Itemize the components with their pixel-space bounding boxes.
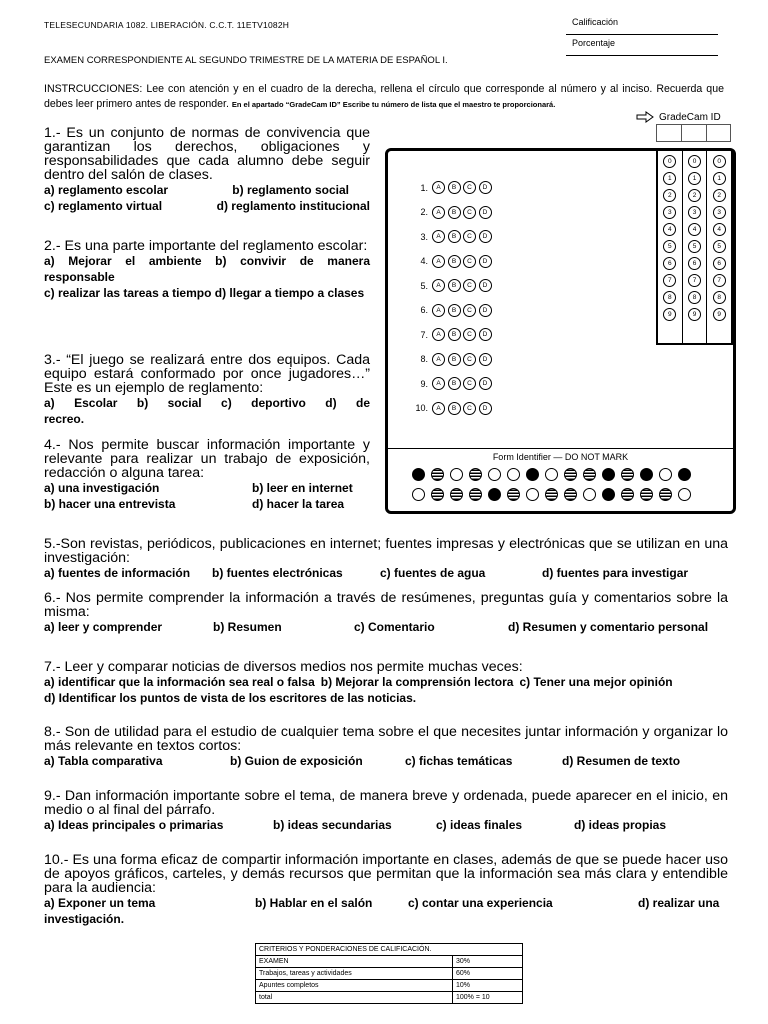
option: c) contar una experiencia xyxy=(408,896,553,910)
option: b) Mejorar la comprensión lectora xyxy=(320,675,514,689)
criteria-value: 30% xyxy=(453,956,523,968)
answer-number: 1. xyxy=(420,182,428,193)
question-stem: 7.- Leer y comparar noticias de diversos medios nos permite muchas veces: xyxy=(44,659,523,675)
form-id-bubble xyxy=(412,468,425,481)
id-digit-grid xyxy=(656,151,733,345)
answer-bubble[interactable]: D xyxy=(479,206,492,219)
option-row xyxy=(44,565,728,581)
digit-bubble[interactable]: 8 xyxy=(663,291,676,304)
grade-field[interactable]: Calificación xyxy=(566,14,718,35)
answer-bubble[interactable]: D xyxy=(479,230,492,243)
answer-row xyxy=(410,353,494,366)
question-stem: 3.- “El juego se realizará entre dos equipos. Cada equipo estará conformado por once jugadores…” Este es un ejemplo de reglamento: xyxy=(44,352,370,396)
form-identifier: Form Identifier — DO NOT MARK xyxy=(492,452,629,462)
form-id-bubble xyxy=(678,468,691,481)
option: b) reglamento social xyxy=(232,183,349,197)
option: d) reglamento institucional xyxy=(216,199,370,213)
option: a) una investigación xyxy=(44,481,160,495)
option: b) Hablar en el salón xyxy=(255,896,373,910)
exam-title: EXAMEN CORRESPONDIENTE AL SEGUNDO TRIMESTRE DE LA MATERIA DE ESPAÑOL I. xyxy=(44,55,448,66)
question-stem: 6.- Nos permite comprender la información a través de resúmenes, preguntas guía y comentarios sobre la misma: xyxy=(44,590,728,620)
question-5 xyxy=(44,537,728,581)
answer-row xyxy=(410,230,494,243)
form-id-row xyxy=(412,488,697,501)
option: b) hacer una entrevista xyxy=(44,497,176,511)
option-row xyxy=(44,198,370,214)
id-digit-column xyxy=(683,151,708,343)
option-tail: investigación. xyxy=(44,912,125,926)
answer-row xyxy=(410,402,494,415)
answer-bubble[interactable]: D xyxy=(479,328,492,341)
digit-bubble[interactable]: 5 xyxy=(713,240,726,253)
option: d) fuentes para investigar xyxy=(542,566,689,580)
digit-bubble[interactable]: 0 xyxy=(713,155,726,168)
answer-bubble[interactable]: A xyxy=(432,328,445,341)
options-text: a) Escolar b) social c) deportivo d) de recreo. xyxy=(44,396,370,426)
answer-number: 3. xyxy=(420,231,428,242)
answer-row xyxy=(410,206,494,219)
option: b) fuentes electrónicas xyxy=(212,566,343,580)
digit-bubble[interactable]: 1 xyxy=(688,172,701,185)
question-2 xyxy=(44,239,370,301)
form-id-bubble xyxy=(621,488,634,501)
answer-bubble[interactable]: B xyxy=(448,377,461,390)
table-row xyxy=(256,968,523,980)
digit-bubble[interactable]: 8 xyxy=(713,291,726,304)
digit-bubble[interactable]: 4 xyxy=(663,223,676,236)
form-divider xyxy=(388,448,733,449)
id-digit-column xyxy=(707,151,731,343)
form-id-bubble xyxy=(545,488,558,501)
option: a) Tabla comparativa xyxy=(44,754,163,768)
option-row xyxy=(44,895,728,911)
answer-bubble[interactable]: B xyxy=(448,181,461,194)
form-id-bubble xyxy=(659,468,672,481)
question-stem: 10.- Es una forma eficaz de compartir información importante en clases, además de que se puede hacer uso de apoyos gráficos, carteles, y demás recursos que permitan que la información sea más clara y entendible para la audiencia: xyxy=(44,852,728,896)
answer-bubble[interactable]: A xyxy=(432,255,445,268)
answer-row xyxy=(410,304,494,317)
instructions xyxy=(44,82,724,112)
digit-bubble[interactable]: 7 xyxy=(688,274,701,287)
answer-number: 8. xyxy=(420,354,428,364)
digit-bubble[interactable]: 3 xyxy=(713,206,726,219)
form-id-bubble xyxy=(469,488,482,501)
answer-bubble[interactable]: B xyxy=(448,279,461,292)
form-id-bubble xyxy=(526,488,539,501)
question-8 xyxy=(44,725,728,769)
options-text: a) Mejorar el ambiente b) convivir de manera responsable xyxy=(44,254,370,284)
digit-bubble[interactable]: 6 xyxy=(663,257,676,270)
answer-bubble[interactable]: B xyxy=(448,206,461,219)
answer-bubble[interactable]: D xyxy=(479,402,492,415)
answer-number: 7. xyxy=(420,329,428,340)
form-id-bubble xyxy=(488,488,501,501)
option-row xyxy=(44,496,370,512)
option-row xyxy=(44,753,728,769)
option: d) Identificar los puntos de vista de los escritores de las noticias. xyxy=(44,691,417,705)
answer-number: 4. xyxy=(420,256,428,266)
option-row xyxy=(44,182,370,198)
option-row xyxy=(44,674,728,690)
form-id-bubble xyxy=(640,468,653,481)
answer-bubble[interactable]: C xyxy=(463,353,476,366)
answer-bubble[interactable]: B xyxy=(448,255,461,268)
criteria-label: EXAMEN xyxy=(256,956,453,968)
form-id-bubble xyxy=(659,488,672,501)
table-row xyxy=(256,956,523,968)
option-row xyxy=(44,480,370,496)
form-id-bubble xyxy=(564,468,577,481)
question-10 xyxy=(44,853,728,927)
digit-bubble[interactable]: 5 xyxy=(663,240,676,253)
digit-bubble[interactable]: 4 xyxy=(713,223,726,236)
answer-number: 6. xyxy=(420,305,428,315)
option: c) fuentes de agua xyxy=(380,566,486,580)
option-row xyxy=(44,619,728,635)
question-1 xyxy=(44,126,370,214)
digit-bubble[interactable]: 7 xyxy=(713,274,726,287)
option: b) ideas secundarias xyxy=(273,818,392,832)
answer-bubble[interactable]: A xyxy=(432,206,445,219)
answer-row xyxy=(410,181,494,194)
criteria-title: CRITERIOS Y PONDERACIONES DE CALIFICACIÓN. xyxy=(256,944,523,956)
digit-bubble[interactable]: 0 xyxy=(688,155,701,168)
instructions-text: INSTRCUCCIONES: Lee con atención y en el cuadro de la derecha, rellena el círculo que corresponde al número y al inciso. Recuerda que debes leer primero antes de responder. xyxy=(44,83,724,110)
option: c) ideas finales xyxy=(436,818,523,832)
option: a) leer y comprender xyxy=(44,620,163,634)
answer-row xyxy=(410,328,494,341)
answer-number: 9. xyxy=(420,378,428,389)
answer-bubble[interactable]: A xyxy=(432,230,445,243)
question-9 xyxy=(44,789,728,833)
digit-bubble[interactable]: 7 xyxy=(663,274,676,287)
answer-bubble[interactable]: B xyxy=(448,304,461,317)
form-id-bubble xyxy=(526,468,539,481)
answer-row xyxy=(410,255,494,268)
table-row xyxy=(256,980,523,992)
question-stem: 5.-Son revistas, periódicos, publicaciones en internet; fuentes impresas y electrónicas que se utilizan en una investigación: xyxy=(44,536,728,566)
answer-bubble[interactable]: D xyxy=(479,304,492,317)
criteria-label: Trabajos, tareas y actividades xyxy=(256,968,453,980)
option: d) Resumen y comentario personal xyxy=(508,620,709,634)
gradecam-id-boxes[interactable] xyxy=(656,124,731,142)
criteria-label: total xyxy=(256,992,453,1004)
option: a) identificar que la información sea real o falsa xyxy=(44,675,315,689)
gradecam-id-text: GradeCam ID xyxy=(659,111,721,123)
digit-bubble[interactable]: 9 xyxy=(688,308,701,321)
option: d) ideas propias xyxy=(574,818,667,832)
answer-bubble[interactable]: A xyxy=(432,377,445,390)
option-row xyxy=(44,817,728,833)
form-id-bubble xyxy=(507,468,520,481)
form-id-bubble xyxy=(621,468,634,481)
criteria-value: 10% xyxy=(453,980,523,992)
option: c) reglamento virtual xyxy=(44,199,163,213)
percent-field[interactable]: Porcentaje xyxy=(566,35,718,56)
option: a) reglamento escolar xyxy=(44,183,169,197)
option: c) fichas temáticas xyxy=(405,754,513,768)
question-7 xyxy=(44,660,728,706)
option: b) Resumen xyxy=(213,620,282,634)
criteria-value: 60% xyxy=(453,968,523,980)
question-stem: 8.- Son de utilidad para el estudio de cualquier tema sobre el que necesites juntar información y organizar lo más relevante en textos cortos: xyxy=(44,724,728,754)
form-id-bubble xyxy=(507,488,520,501)
criteria-value: 100% = 10 xyxy=(453,992,523,1004)
table-row xyxy=(256,992,523,1004)
instructions-note: En el apartado “GradeCam ID” Escribe tu número de lista que el maestro te proporcionará. xyxy=(231,100,556,109)
school-header: TELESECUNDARIA 1082. LIBERACIÓN. C.C.T. 11ETV1082H xyxy=(44,20,290,30)
criteria-table xyxy=(255,943,523,1004)
answer-bubble[interactable]: A xyxy=(432,304,445,317)
form-id-bubble xyxy=(431,488,444,501)
digit-bubble[interactable]: 1 xyxy=(663,172,676,185)
digit-bubble[interactable]: 3 xyxy=(663,206,676,219)
question-stem: 4.- Nos permite buscar información importante y relevante para realizar un trabajo de exposición, redacción o alguna tarea: xyxy=(44,437,370,481)
options-text: c) realizar las tareas a tiempo d) llegar a tiempo a clases xyxy=(44,286,365,300)
answer-bubble[interactable]: A xyxy=(432,181,445,194)
option: c) Tener una mejor opinión xyxy=(519,675,673,689)
question-3 xyxy=(44,353,370,427)
answer-bubble[interactable]: B xyxy=(448,353,461,366)
form-id-bubble xyxy=(488,468,501,481)
answer-number: 10. xyxy=(415,403,428,413)
digit-bubble[interactable]: 2 xyxy=(713,189,726,202)
id-digit-column xyxy=(658,151,683,343)
form-id-bubble xyxy=(602,488,615,501)
gradecam-id-label xyxy=(636,111,721,123)
grade-box xyxy=(566,14,718,56)
answer-bubble[interactable]: B xyxy=(448,230,461,243)
answer-bubble[interactable]: A xyxy=(432,279,445,292)
option: d) Resumen de texto xyxy=(562,754,681,768)
digit-bubble[interactable]: 9 xyxy=(663,308,676,321)
option: c) Comentario xyxy=(354,620,435,634)
question-stem: 1.- Es un conjunto de normas de convivencia que garantizan los derechos, obligaciones y responsabilidades que cada alumno debe seguir dentro del salón de clases. xyxy=(44,125,370,183)
form-id-bubble xyxy=(583,488,596,501)
question-6 xyxy=(44,591,728,635)
answer-row xyxy=(410,377,494,390)
form-id-bubble xyxy=(545,468,558,481)
digit-bubble[interactable]: 8 xyxy=(688,291,701,304)
answer-number: 5. xyxy=(420,280,428,291)
answer-bubble[interactable]: A xyxy=(432,402,445,415)
answer-bubble[interactable]: B xyxy=(448,328,461,341)
digit-bubble[interactable]: 3 xyxy=(688,206,701,219)
digit-bubble[interactable]: 1 xyxy=(713,172,726,185)
option: b) leer en internet xyxy=(252,481,353,495)
option: a) Ideas principales o primarias xyxy=(44,818,224,832)
question-stem: 9.- Dan información importante sobre el tema, de manera breve y ordenada, puede aparecer en el inicio, en medio o al final del párrafo. xyxy=(44,788,728,818)
form-id-bubble xyxy=(678,488,691,501)
option: a) fuentes de información xyxy=(44,566,191,580)
option: a) Exponer un tema xyxy=(44,896,156,910)
digit-bubble[interactable]: 4 xyxy=(688,223,701,236)
option: d) hacer la tarea xyxy=(252,497,345,511)
answer-bubble[interactable]: C xyxy=(463,230,476,243)
answer-bubble[interactable]: A xyxy=(432,353,445,366)
arrow-right-icon xyxy=(636,111,654,123)
form-id-bubble xyxy=(469,468,482,481)
form-id-bubble xyxy=(583,468,596,481)
form-id-row xyxy=(412,468,697,481)
option: d) realizar una xyxy=(638,896,720,910)
answer-bubble[interactable]: D xyxy=(479,255,492,268)
answer-bubble[interactable]: D xyxy=(479,353,492,366)
criteria-label: Apuntes completos xyxy=(256,980,453,992)
question-stem: 2.- Es una parte importante del reglamento escolar: xyxy=(44,238,368,254)
answer-bubble[interactable]: C xyxy=(463,206,476,219)
form-id-bubble xyxy=(640,488,653,501)
answer-bubble[interactable]: B xyxy=(448,402,461,415)
question-4 xyxy=(44,438,370,512)
option-row xyxy=(44,690,728,706)
form-id-bubble xyxy=(564,488,577,501)
option: b) Guion de exposición xyxy=(230,754,363,768)
answer-bubble[interactable]: D xyxy=(479,181,492,194)
digit-bubble[interactable]: 5 xyxy=(688,240,701,253)
digit-bubble[interactable]: 0 xyxy=(663,155,676,168)
answer-bubble[interactable]: C xyxy=(463,279,476,292)
form-id-bubble xyxy=(450,468,463,481)
digit-bubble[interactable]: 2 xyxy=(663,189,676,202)
answer-bubble[interactable]: C xyxy=(463,402,476,415)
answer-number: 2. xyxy=(420,207,428,217)
answer-bubble[interactable]: C xyxy=(463,181,476,194)
answer-bubble[interactable]: C xyxy=(463,377,476,390)
digit-bubble[interactable]: 2 xyxy=(688,189,701,202)
answer-bubble[interactable]: D xyxy=(479,279,492,292)
form-id-bubble xyxy=(412,488,425,501)
form-id-bubble xyxy=(450,488,463,501)
form-id-bubble xyxy=(602,468,615,481)
digit-bubble[interactable]: 6 xyxy=(688,257,701,270)
form-id-bubble xyxy=(431,468,444,481)
answer-bubble[interactable]: D xyxy=(479,377,492,390)
answer-bubble[interactable]: C xyxy=(463,304,476,317)
digit-bubble[interactable]: 9 xyxy=(713,308,726,321)
answer-bubble[interactable]: C xyxy=(463,255,476,268)
answer-row xyxy=(410,279,494,292)
digit-bubble[interactable]: 6 xyxy=(713,257,726,270)
answer-bubble[interactable]: C xyxy=(463,328,476,341)
